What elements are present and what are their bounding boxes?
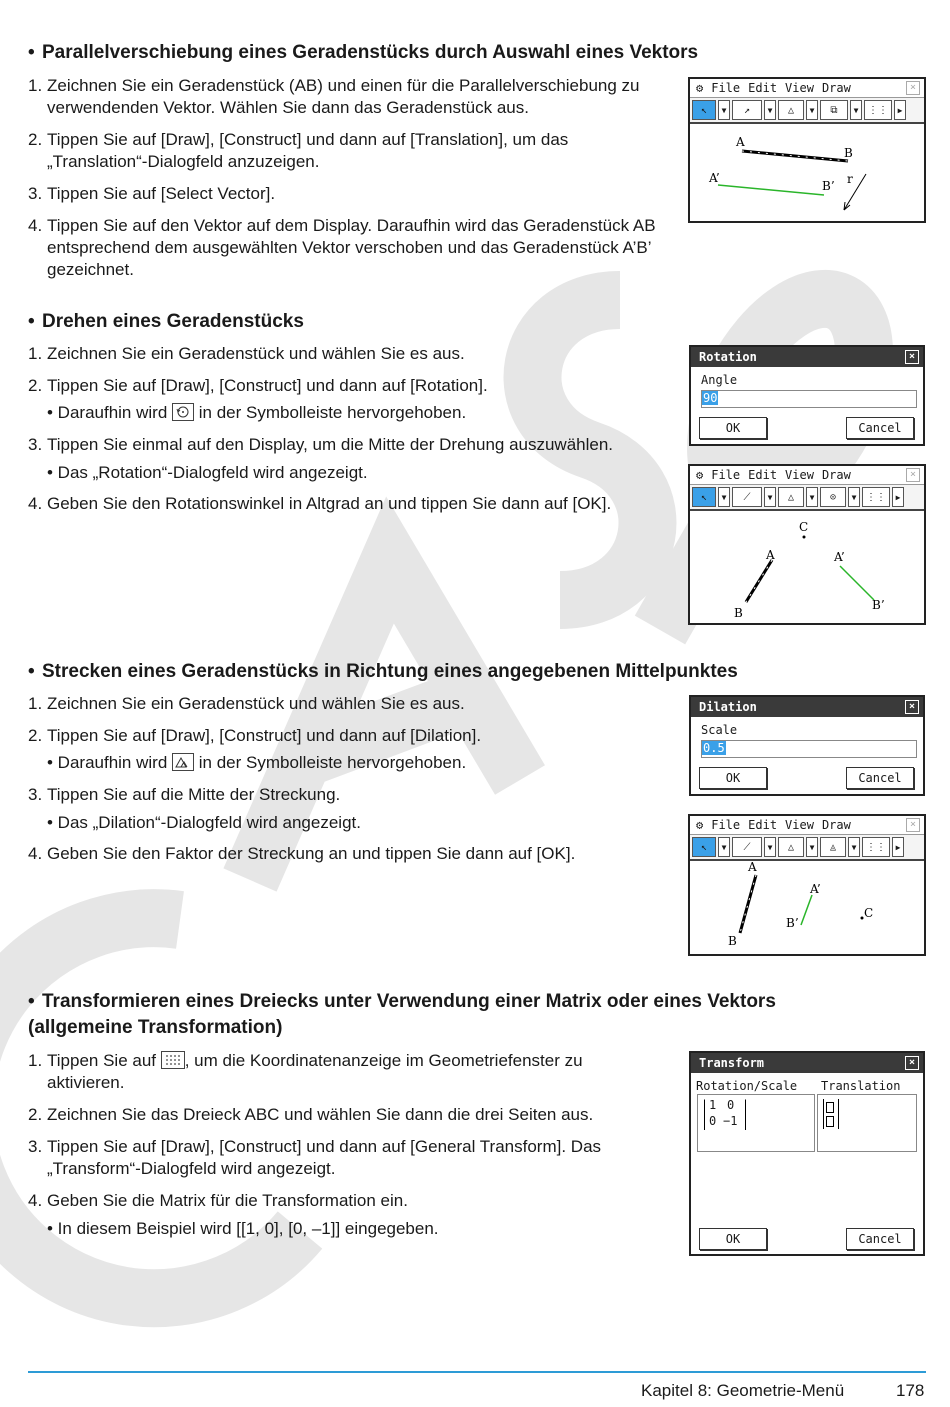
toolbar [690, 835, 924, 861]
scroll-right-icon[interactable]: ▶ [894, 100, 906, 120]
step-number: 2. [28, 130, 43, 149]
step-text: Zeichnen Sie das Dreieck ABC und wählen Sie dann die drei Seiten aus. [47, 1105, 594, 1124]
matrix-cell-22[interactable]: −1 [723, 1114, 738, 1128]
step-4 [28, 843, 668, 865]
translation-tool-icon[interactable]: ⧉ [820, 100, 848, 120]
sub-bullet: • Das „Dilation“-Dialogfeld wird angezeigt. [47, 813, 361, 832]
sub-text-after: in der Symbolleiste hervorgehoben. [198, 753, 467, 772]
sub-bullet: • Das „Rotation“-Dialogfeld wird angezeigt. [47, 463, 368, 482]
section-heading-rotation [28, 309, 888, 335]
step-text: Tippen Sie auf [Select Vector]. [47, 184, 276, 203]
label-b: B [844, 146, 853, 160]
cancel-button[interactable]: Cancel [846, 767, 914, 789]
label-a-prime: A’ [709, 171, 720, 185]
rotation-dialog [689, 345, 925, 446]
label-a: A [736, 135, 745, 149]
matrix-cell-12[interactable]: 0 [727, 1098, 735, 1112]
step-number: 4. [28, 216, 43, 235]
menu-file[interactable]: File [711, 818, 741, 832]
menu-file[interactable]: File [711, 468, 741, 482]
step-3 [28, 1136, 663, 1180]
dropdown-arrow-icon[interactable]: ▼ [806, 837, 818, 857]
step-number: 1. [28, 344, 43, 363]
menu-bar [690, 79, 924, 98]
geometry-canvas[interactable] [690, 861, 924, 955]
menu-edit[interactable]: Edit [748, 468, 778, 482]
scale-value: 0.5 [703, 741, 725, 755]
section-heading-dilation [28, 659, 888, 685]
heading-text: Drehen eines Geradenstücks [42, 311, 304, 332]
step-2 [28, 375, 668, 397]
toolbar [690, 485, 924, 511]
step-text-after: , um die Koordinatenanzeige im Geometriefenster zu aktivieren. [47, 1051, 583, 1092]
step-2 [28, 725, 668, 747]
step-3 [28, 784, 668, 806]
sub-bullet: • In diesem Beispiel wird [[1, 0], [0, –1]] eingegeben. [47, 1219, 439, 1238]
dilation-tool-icon[interactable]: ◬ [820, 837, 846, 857]
dialog-title: Dilation [699, 700, 757, 714]
page-number: 178 [896, 1381, 925, 1400]
angle-value: 90 [703, 391, 718, 405]
menu-bar [690, 466, 924, 485]
segment-tool-icon[interactable]: ⟋ [732, 837, 762, 857]
gear-icon[interactable]: ⚙ [696, 81, 704, 95]
step-text: Geben Sie den Faktor der Streckung an und tippen Sie dann auf [OK]. [47, 844, 576, 863]
matrix-cell-11[interactable]: 1 [709, 1098, 717, 1112]
close-icon[interactable]: × [906, 818, 920, 832]
ok-button[interactable]: OK [699, 767, 767, 789]
ok-button[interactable]: OK [699, 1228, 767, 1250]
footer-divider [28, 1371, 926, 1373]
transform-dialog [689, 1051, 925, 1256]
label-r: r [847, 172, 853, 186]
step-text: Tippen Sie auf [Draw], [Construct] und dann auf [Rotation]. [47, 376, 488, 395]
dialog-title: Transform [699, 1056, 765, 1070]
triangle-tool-icon[interactable]: △ [778, 837, 804, 857]
close-icon[interactable]: × [906, 468, 920, 482]
step-3 [28, 434, 678, 456]
step-number: 4. [28, 1191, 43, 1210]
label-a: A [748, 861, 757, 874]
step-number: 1. [28, 694, 43, 713]
step-1 [28, 693, 668, 715]
close-icon[interactable]: × [905, 350, 919, 364]
geometry-canvas[interactable] [690, 511, 924, 624]
translation-label: Translation [821, 1079, 901, 1093]
dropdown-arrow-icon[interactable]: ▼ [806, 487, 818, 507]
grid-icon[interactable]: ⋮⋮ [862, 837, 890, 857]
dropdown-arrow-icon[interactable]: ▼ [764, 837, 776, 857]
menu-view[interactable]: View [785, 468, 814, 482]
ok-button[interactable]: OK [699, 417, 767, 439]
vector-cell-1[interactable] [826, 1102, 834, 1113]
dropdown-arrow-icon[interactable]: ▼ [764, 100, 776, 120]
step-4 [28, 1190, 668, 1212]
vector-cell-2[interactable] [826, 1116, 834, 1127]
sub-text-before: • Daraufhin wird [47, 753, 168, 772]
rotation-icon [172, 403, 194, 421]
step-text: Tippen Sie auf [Draw], [Construct] und dann auf [Translation], um das „Translation“-Dialogfeld anzuzeigen. [47, 130, 569, 171]
dropdown-arrow-icon[interactable]: ▼ [850, 100, 862, 120]
step-number: 3. [28, 1137, 43, 1156]
sub-bullet [47, 402, 667, 424]
menu-file[interactable]: File [711, 81, 741, 95]
dialog-title-bar [691, 1053, 923, 1073]
close-icon[interactable]: × [905, 1056, 919, 1070]
label-a: A [766, 548, 775, 562]
dropdown-arrow-icon[interactable]: ▼ [806, 100, 818, 120]
scale-label: Scale [701, 723, 738, 737]
grid-icon[interactable]: ⋮⋮ [864, 100, 892, 120]
step-number: 1. [28, 76, 43, 95]
vector-tool-icon[interactable]: ↗ [732, 100, 762, 120]
dropdown-arrow-icon[interactable]: ▼ [764, 487, 776, 507]
angle-label: Angle [701, 373, 738, 387]
grid-icon [161, 1051, 185, 1069]
step-number: 2. [28, 726, 43, 745]
section-heading-general-transform [28, 989, 848, 1041]
step-3 [28, 183, 668, 205]
heading-bullet: • [28, 991, 35, 1012]
step-2 [28, 1104, 668, 1126]
geometry-canvas[interactable] [690, 124, 924, 222]
step-number: 4. [28, 844, 43, 863]
menu-draw[interactable]: Draw [821, 468, 851, 482]
sub-text-before: • Daraufhin wird [47, 403, 168, 422]
scale-input[interactable] [701, 740, 917, 758]
step-number: 3. [28, 785, 43, 804]
step-text: Tippen Sie auf [Draw], [Construct] und dann auf [Dilation]. [47, 726, 482, 745]
dialog-title-bar [691, 347, 923, 367]
gear-icon[interactable]: ⚙ [696, 818, 704, 832]
label-b-prime: B’ [786, 916, 799, 930]
step-text: Zeichnen Sie ein Geradenstück und wählen Sie es aus. [47, 344, 465, 363]
scroll-right-icon[interactable]: ▶ [892, 837, 904, 857]
select-pointer-icon[interactable]: ↖ [692, 487, 716, 507]
cancel-button[interactable]: Cancel [846, 1228, 914, 1250]
step-number: 2. [28, 376, 43, 395]
menu-edit[interactable]: Edit [748, 818, 778, 832]
dropdown-arrow-icon[interactable]: ▼ [718, 837, 730, 857]
dialog-title: Rotation [699, 350, 757, 364]
menu-view[interactable]: View [785, 81, 814, 95]
label-b-prime: B’ [822, 179, 835, 193]
label-b-prime: B’ [872, 598, 885, 612]
sub-text-after: in der Symbolleiste hervorgehoben. [198, 403, 467, 422]
heading-text: Transformieren eines Dreiecks unter Verwendung einer Matrix oder eines Vektors (allgemeine Transformation) [28, 991, 776, 1038]
step-1 [28, 75, 668, 119]
menu-edit[interactable]: Edit [748, 81, 778, 95]
step-1 [28, 1050, 648, 1094]
label-a-prime: A’ [834, 550, 845, 564]
geometry-screen-translation [688, 77, 926, 223]
label-c: C [864, 906, 874, 920]
step-2 [28, 129, 668, 173]
sub-bullet [47, 752, 667, 774]
menu-bar [690, 816, 924, 835]
step-number: 3. [28, 435, 43, 454]
heading-bullet: • [28, 42, 35, 63]
step-number: 3. [28, 184, 43, 203]
step-text-before: Tippen Sie auf [47, 1051, 156, 1070]
dropdown-arrow-icon[interactable]: ▼ [718, 487, 730, 507]
step-text: Tippen Sie einmal auf den Display, um die Mitte der Drehung auszuwählen. [47, 435, 614, 454]
toolbar [690, 98, 924, 124]
triangle-tool-icon[interactable]: △ [778, 487, 804, 507]
step-number: 4. [28, 494, 43, 513]
heading-text: Strecken eines Geradenstücks in Richtung eines angegebenen Mittelpunktes [42, 661, 738, 682]
step-number: 1. [28, 1051, 43, 1070]
grid-icon[interactable]: ⋮⋮ [862, 487, 890, 507]
heading-bullet: • [28, 661, 35, 682]
translation-vector-box[interactable] [817, 1094, 917, 1152]
rotation-tool-icon[interactable]: ⊙ [820, 487, 846, 507]
footer-chapter: Kapitel 8: Geometrie-Menü [641, 1381, 845, 1400]
matrix-cell-21[interactable]: 0 [709, 1114, 717, 1128]
step-text: Tippen Sie auf den Vektor auf dem Display. Daraufhin wird das Geradenstück AB entsprechend dem ausgewählten Vektor verschoben und das Geradenstück A’B’ gezeichnet. [47, 216, 656, 279]
label-a-prime: A’ [810, 882, 821, 896]
step-number: 2. [28, 1105, 43, 1124]
dialog-title-bar [691, 697, 923, 717]
geometry-screen-rotation [688, 464, 926, 625]
dropdown-arrow-icon[interactable]: ▼ [848, 837, 860, 857]
step-text: Zeichnen Sie ein Geradenstück (AB) und einen für die Parallelverschiebung zu verwendenden Vektor. Wählen Sie dann das Geradenstück aus. [47, 76, 640, 117]
close-icon[interactable]: × [906, 81, 920, 95]
heading-bullet: • [28, 311, 35, 332]
menu-draw[interactable]: Draw [821, 81, 851, 95]
select-pointer-icon[interactable]: ↖ [692, 837, 716, 857]
step-text: Zeichnen Sie ein Geradenstück und wählen Sie es aus. [47, 694, 465, 713]
dropdown-arrow-icon[interactable]: ▼ [718, 100, 730, 120]
angle-input[interactable] [701, 390, 917, 408]
geometry-screen-dilation [688, 814, 926, 956]
step-text: Tippen Sie auf [Draw], [Construct] und dann auf [General Transform]. Das „Transform“-Dialogfeld wird angezeigt. [47, 1137, 602, 1178]
rotation-scale-label: Rotation/Scale [696, 1079, 798, 1093]
heading-text: Parallelverschiebung eines Geradenstücks durch Auswahl eines Vektors [42, 42, 699, 63]
step-text: Geben Sie die Matrix für die Transformation ein. [47, 1191, 408, 1210]
cancel-button[interactable]: Cancel [846, 417, 914, 439]
menu-view[interactable]: View [785, 818, 814, 832]
dropdown-arrow-icon[interactable]: ▼ [848, 487, 860, 507]
step-4 [28, 493, 668, 515]
dilation-dialog [689, 695, 925, 796]
scroll-right-icon[interactable]: ▶ [892, 487, 904, 507]
close-icon[interactable]: × [905, 700, 919, 714]
step-text: Geben Sie den Rotationswinkel in Altgrad an und tippen Sie dann auf [OK]. [47, 494, 612, 513]
label-c: C [799, 520, 809, 534]
step-4 [28, 215, 668, 281]
dilation-icon [172, 753, 194, 771]
gear-icon[interactable]: ⚙ [696, 468, 704, 482]
step-1 [28, 343, 668, 365]
menu-draw[interactable]: Draw [821, 818, 851, 832]
triangle-tool-icon[interactable]: △ [778, 100, 804, 120]
section-heading-translation [28, 40, 888, 66]
segment-tool-icon[interactable]: ⟋ [732, 487, 762, 507]
step-text: Tippen Sie auf die Mitte der Streckung. [47, 785, 341, 804]
select-pointer-icon[interactable]: ↖ [692, 100, 716, 120]
label-b: B [728, 934, 737, 948]
label-b: B [734, 606, 743, 620]
rotation-scale-matrix-box[interactable] [697, 1094, 815, 1152]
